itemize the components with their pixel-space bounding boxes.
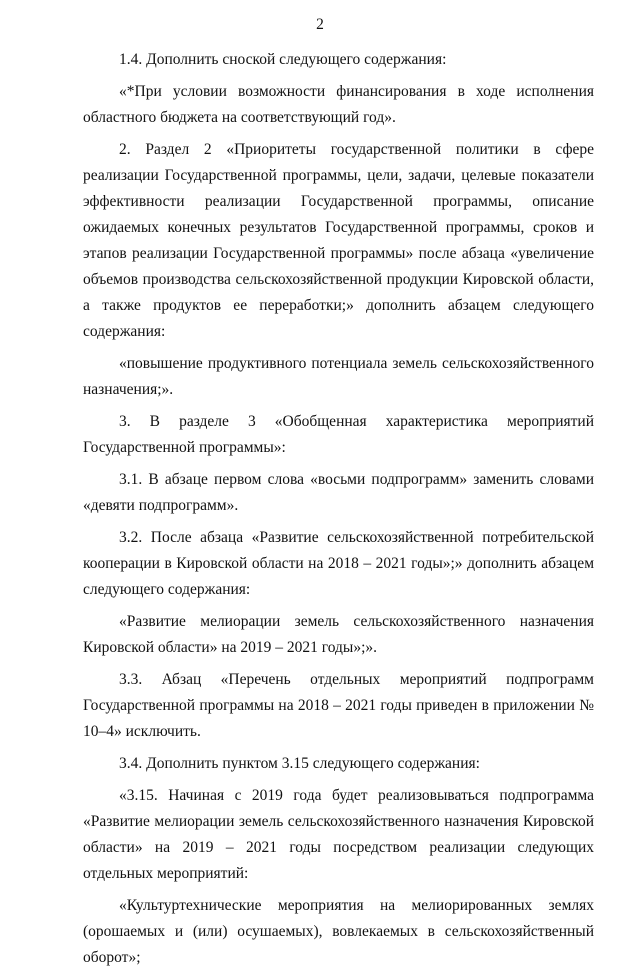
document-body bbox=[83, 47, 594, 977]
paragraph-3-1: 3.1. В абзаце первом слова «восьми подпрограмм» заменить словами «девяти подпрограмм». bbox=[83, 471, 594, 514]
paragraph-3-3: 3.3. Абзац «Перечень отдельных мероприятий подпрограмм Государственной программы на 2018 – 2021 годы приведен в приложении № 10–4» исключить. bbox=[83, 671, 594, 740]
paragraph-3-4: 3.4. Дополнить пунктом 3.15 следующего содержания: bbox=[119, 755, 480, 772]
paragraph-quote-melioration: «Развитие мелиорации земель сельскохозяйственного назначения Кировской области» на 2019 – 2021 годы»;». bbox=[83, 613, 594, 656]
paragraph-3-2: 3.2. После абзаца «Развитие сельскохозяйственной потребительской кооперации в Кировской области на 2018 – 2021 годы»;» дополнить абзацем следующего содержания: bbox=[83, 529, 594, 598]
paragraph-2: 2. Раздел 2 «Приоритеты государственной политики в сфере реализации Государственной программы, цели, задачи, целевые показатели эффективности реализации Государственной программы, описание ожидаемых конечных результатов Государственной программы, сроков и этапов реализации Государственной программы» после абзаца «увеличение объемов производства сельскохозяйственной продукции Кировской области, а также продуктов ее переработки;» дополнить абзацем следующего содержания: bbox=[83, 141, 594, 340]
paragraph-footnote: «*При условии возможности финансирования в ходе исполнения областного бюджета на соответствующий год». bbox=[83, 83, 594, 126]
paragraph-3-15: «3.15. Начиная с 2019 года будет реализовываться подпрограмма «Развитие мелиорации земель сельскохозяйственного назначения Кировской области» на 2019 – 2021 годы посредством реализации следующих отдельных мероприятий: bbox=[83, 787, 594, 882]
page-number: 2 bbox=[316, 16, 324, 33]
paragraph-1-4: 1.4. Дополнить сноской следующего содержания: bbox=[119, 51, 447, 68]
paragraph-quote-culturtech: «Культуртехнические мероприятия на мелиорированных землях (орошаемых и (или) осушаемых), вовлекаемых в сельскохозяйственный оборот»; bbox=[83, 897, 594, 966]
paragraph-quote-productivity: «повышение продуктивного потенциала земель сельскохозяйственного назначения;». bbox=[83, 355, 594, 398]
paragraph-3: 3. В разделе 3 «Обобщенная характеристика мероприятий Государственной программы»: bbox=[83, 413, 594, 456]
